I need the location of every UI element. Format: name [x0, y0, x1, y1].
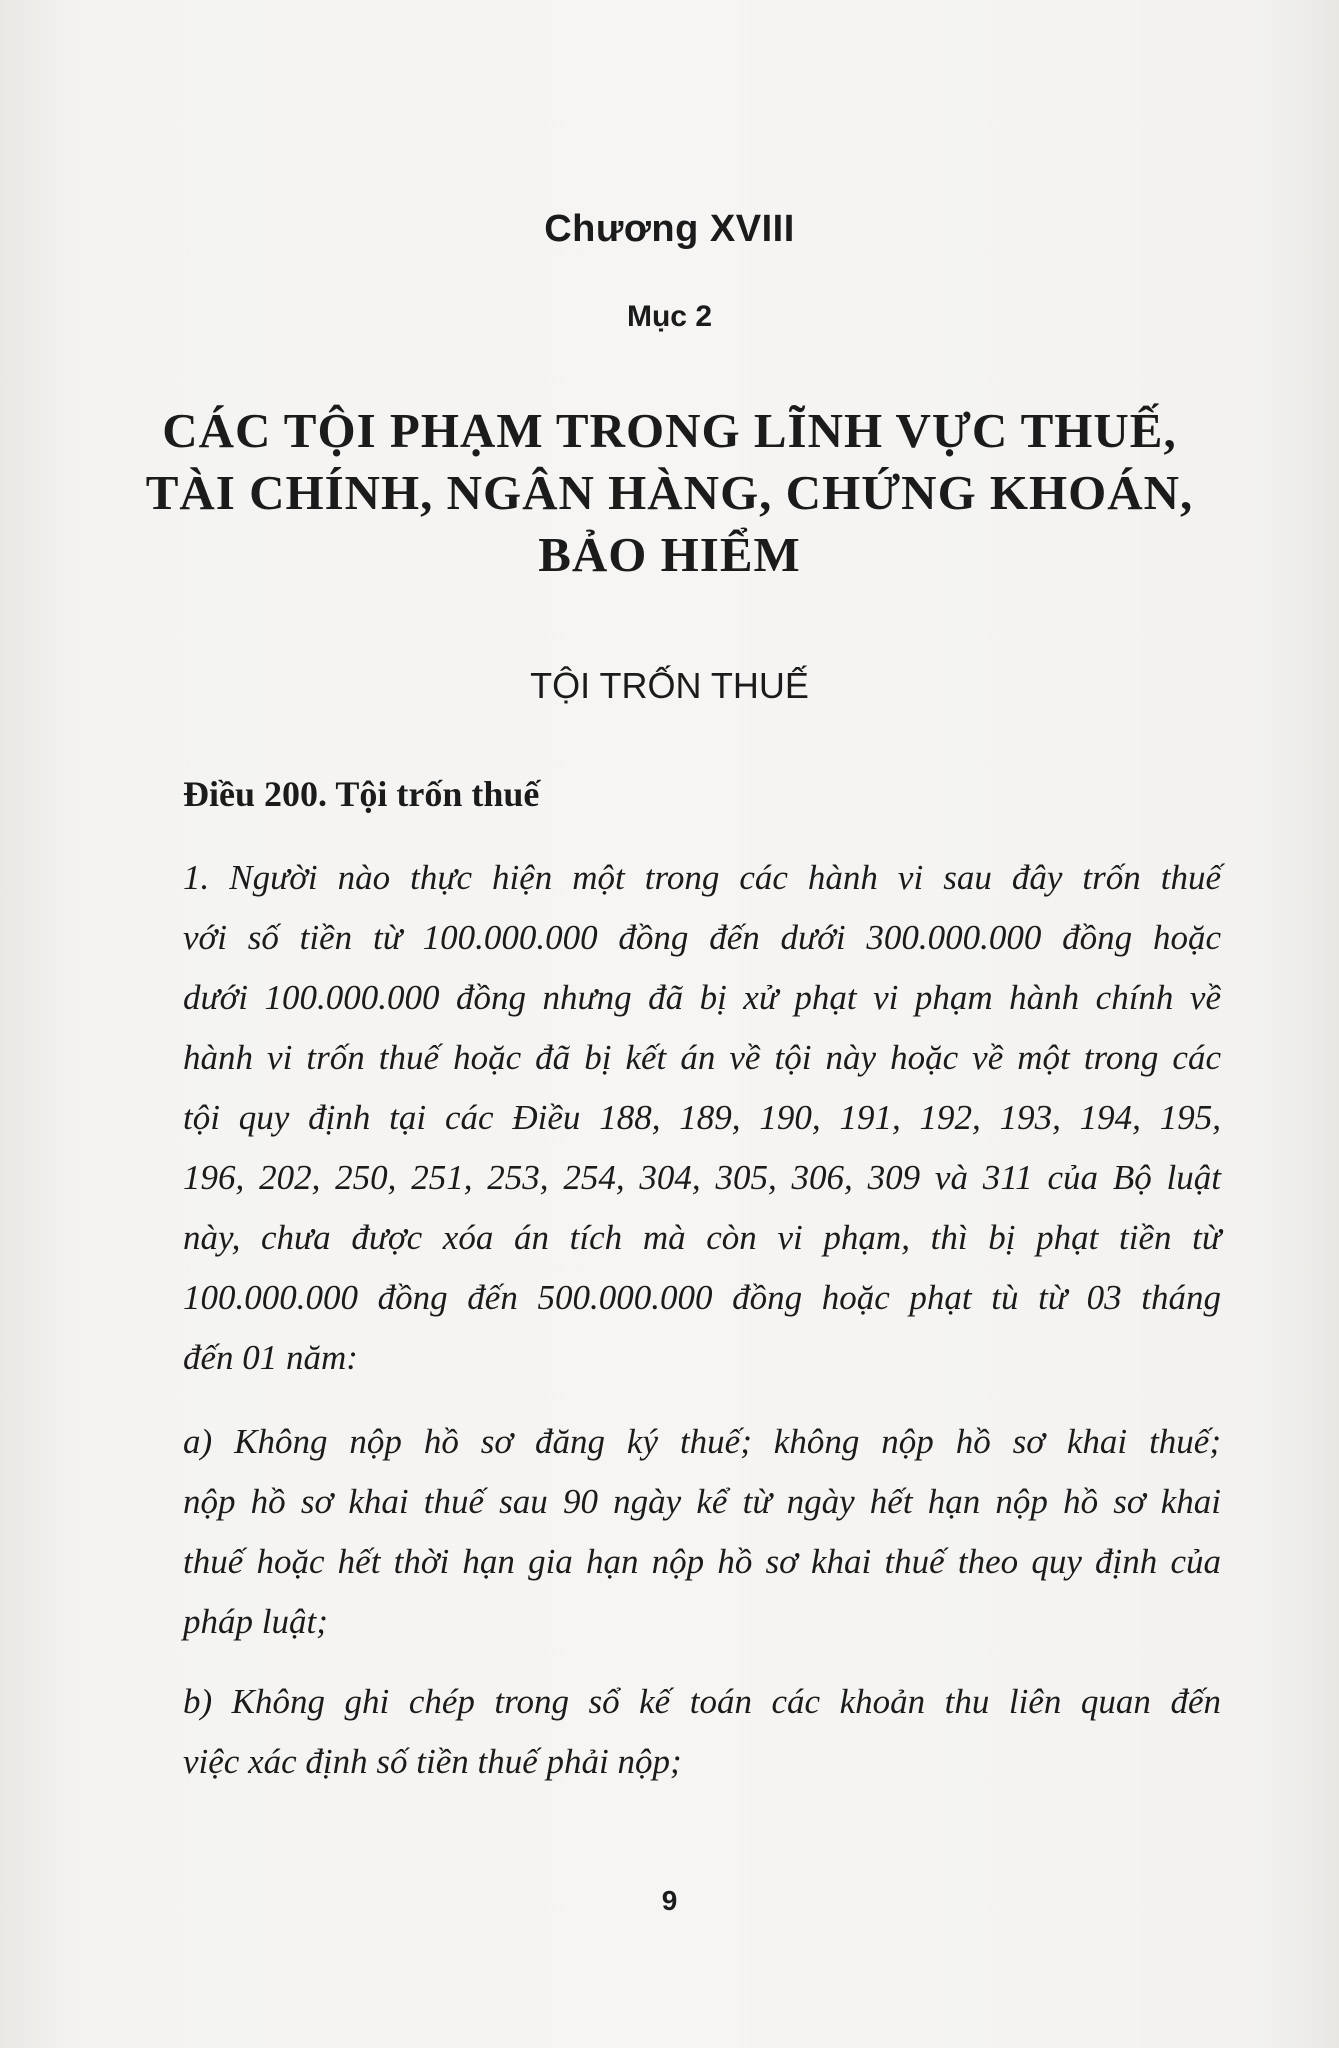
- text-line: tội quy định tại các Điều 188, 189, 190, 191, 192, 193, 194, 195,: [183, 1098, 1221, 1137]
- paragraph-a: [183, 1412, 1221, 1652]
- text-line: pháp luật;: [183, 1602, 328, 1641]
- text-line: thuế hoặc hết thời hạn gia hạn nộp hồ sơ khai thuế theo quy định của: [183, 1542, 1221, 1581]
- text-line: 1. Người nào thực hiện một trong các hành vi sau đây trốn thuế: [183, 858, 1221, 897]
- text-line: này, chưa được xóa án tích mà còn vi phạm, thì bị phạt tiền từ: [183, 1218, 1221, 1257]
- text-line: 100.000.000 đồng đến 500.000.000 đồng hoặc phạt tù từ 03 tháng: [183, 1278, 1221, 1317]
- chapter-heading: Chương XVIII: [544, 208, 795, 250]
- paragraph-b: [183, 1672, 1221, 1792]
- text-line: b) Không ghi chép trong sổ kế toán các khoản thu liên quan đến: [183, 1682, 1221, 1721]
- article-heading: Điều 200. Tội trốn thuế: [183, 774, 540, 814]
- chapter-title-line: BẢO HIỂM: [538, 527, 801, 582]
- chapter-title: [120, 400, 1219, 586]
- text-line: hành vi trốn thuế hoặc đã bị kết án về tội này hoặc về một trong các: [183, 1038, 1221, 1077]
- chapter-title-line: CÁC TỘI PHẠM TRONG LĨNH VỰC THUẾ,: [162, 403, 1177, 458]
- text-line: đến 01 năm:: [183, 1338, 358, 1377]
- page-number: 9: [661, 1885, 678, 1916]
- text-line: với số tiền từ 100.000.000 đồng đến dưới 300.000.000 đồng hoặc: [183, 918, 1221, 957]
- chapter-title-line: TÀI CHÍNH, NGÂN HÀNG, CHỨNG KHOÁN,: [145, 465, 1194, 520]
- section-heading: Mục 2: [626, 300, 713, 333]
- text-line: a) Không nộp hồ sơ đăng ký thuế; không nộp hồ sơ khai thuế;: [183, 1422, 1221, 1461]
- text-line: 196, 202, 250, 251, 253, 254, 304, 305, 306, 309 và 311 của Bộ luật: [183, 1158, 1221, 1197]
- text-line: nộp hồ sơ khai thuế sau 90 ngày kể từ ngày hết hạn nộp hồ sơ khai: [183, 1482, 1221, 1521]
- text-line: dưới 100.000.000 đồng nhưng đã bị xử phạt vi phạm hành chính về: [183, 978, 1221, 1017]
- text-line: việc xác định số tiền thuế phải nộp;: [183, 1742, 682, 1781]
- paragraph-1: [183, 848, 1221, 1388]
- crime-subtitle: TỘI TRỐN THUẾ: [530, 665, 809, 706]
